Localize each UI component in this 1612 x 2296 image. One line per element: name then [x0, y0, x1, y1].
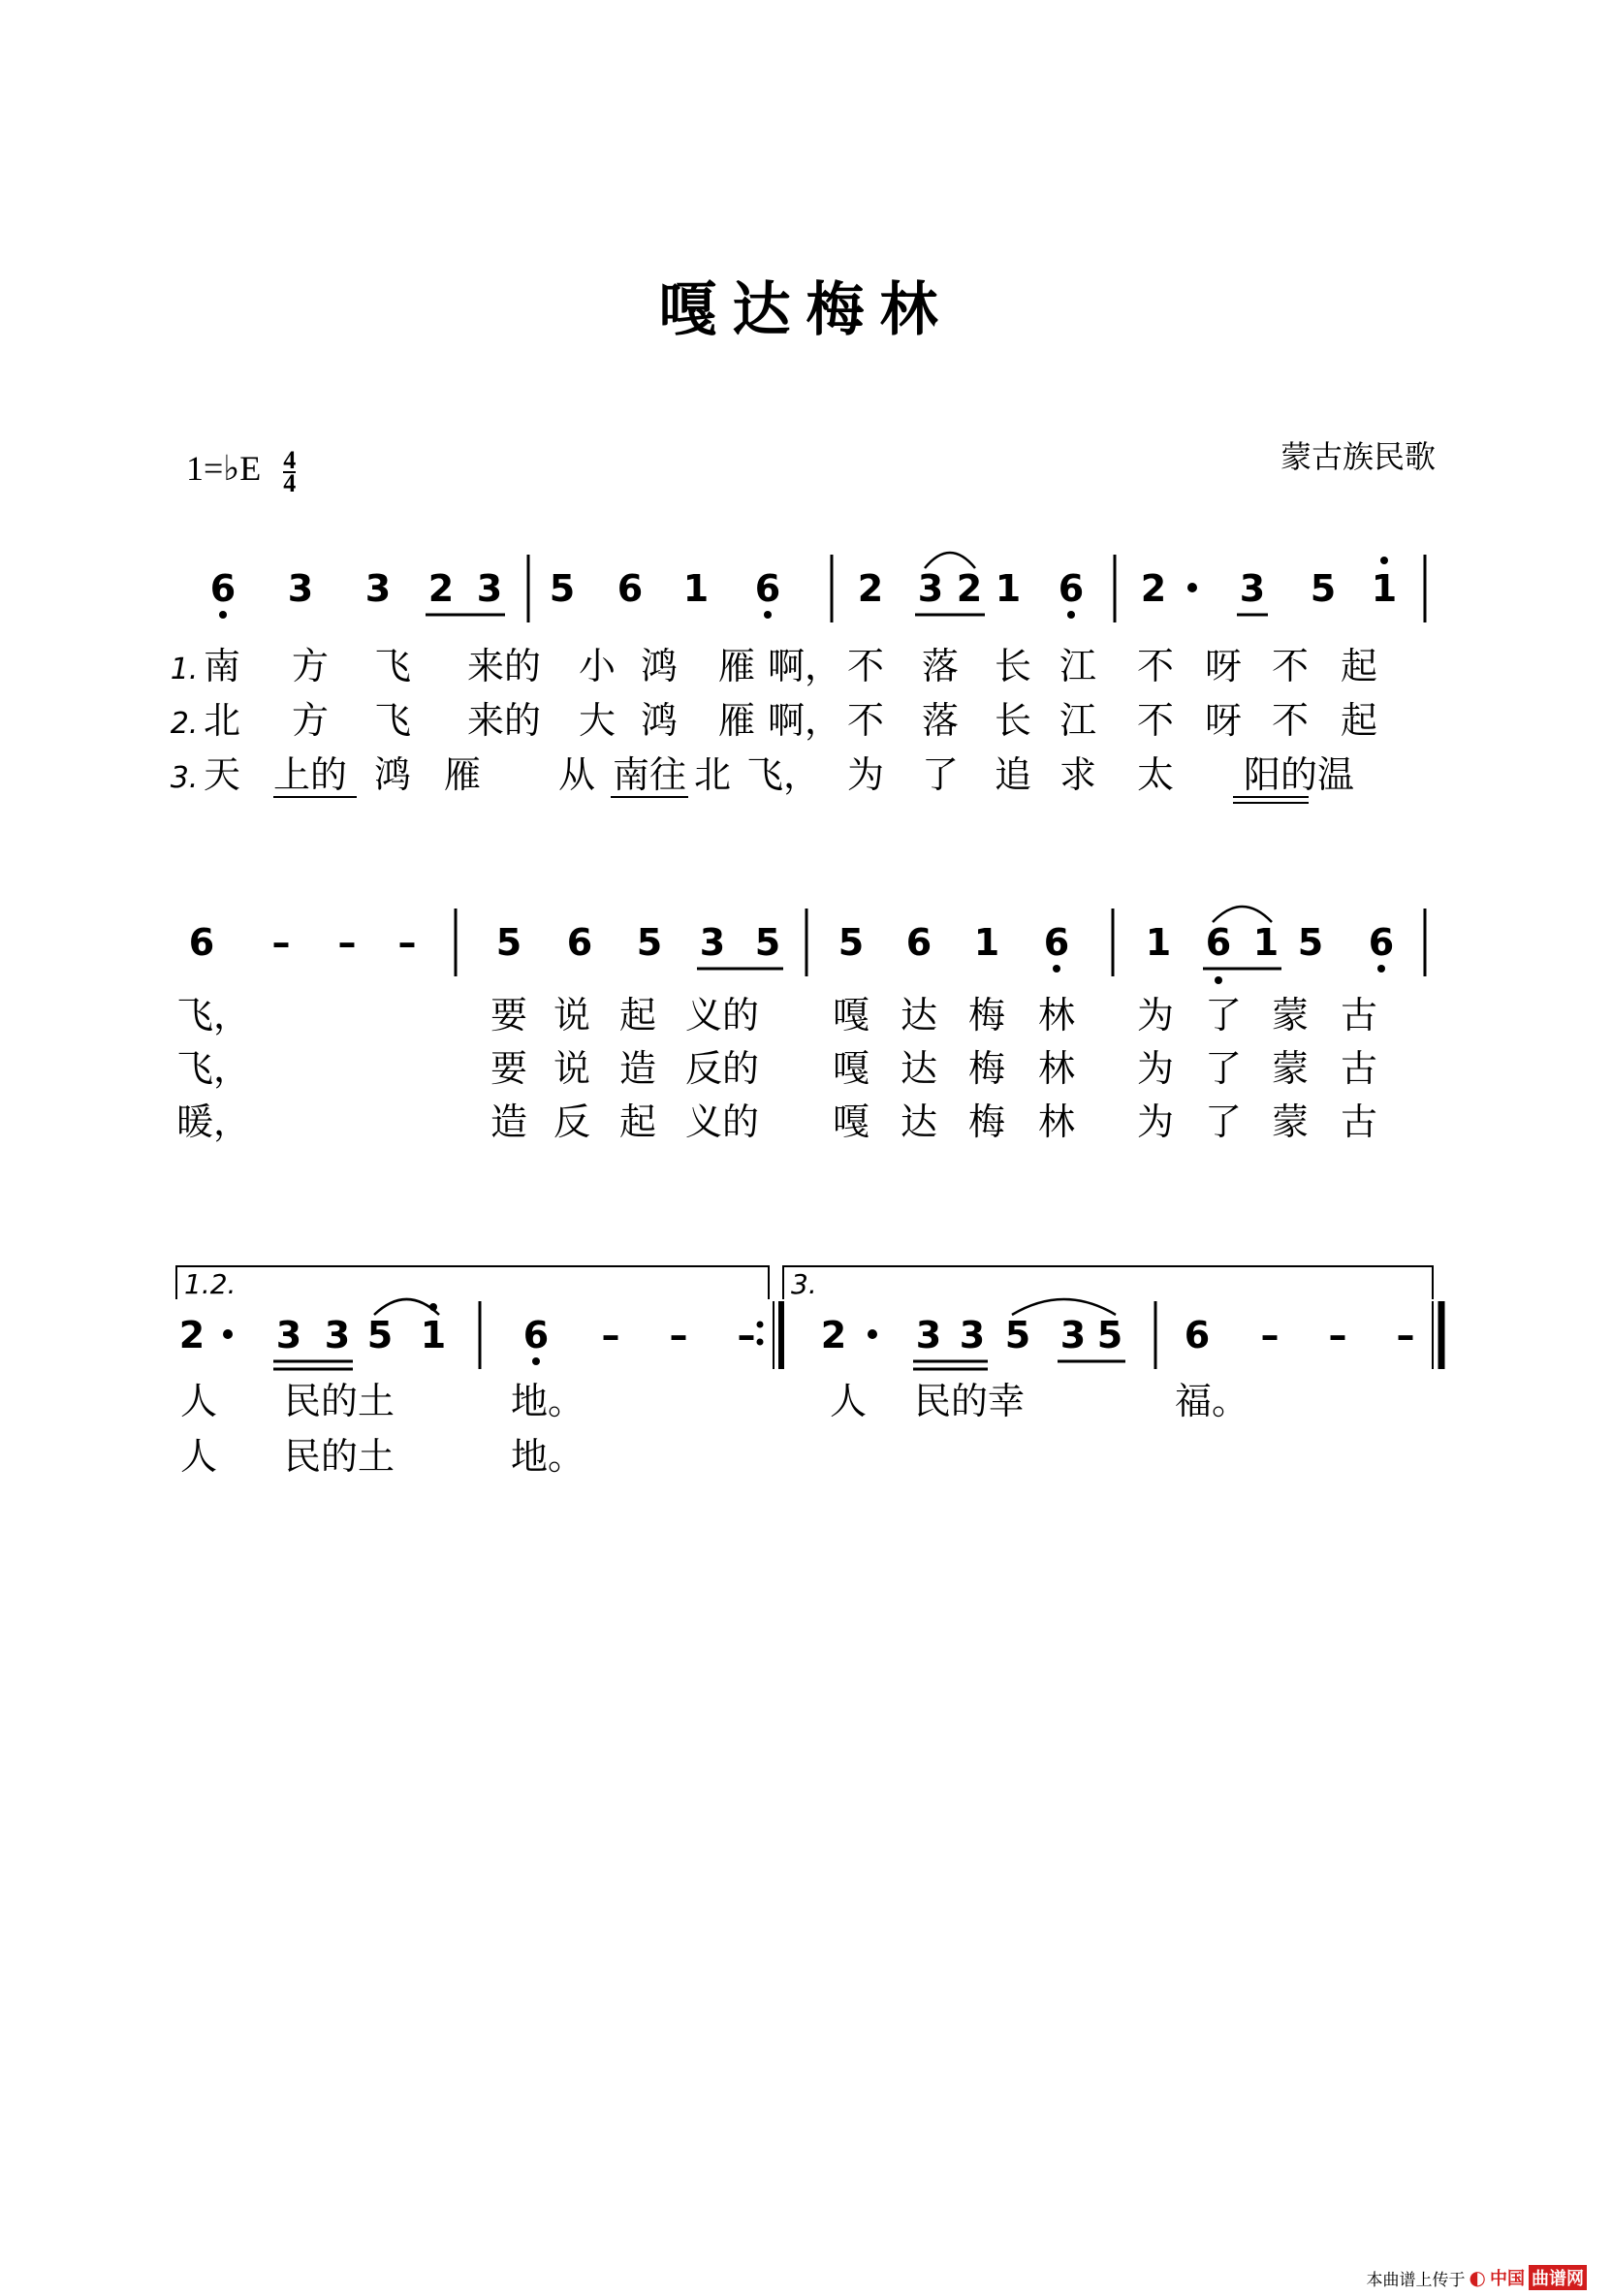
- time-sig-numerator: 4: [283, 445, 297, 474]
- lyric-syllable: 飞: [373, 645, 412, 687]
- augmentation-dot: [868, 1329, 877, 1339]
- note: 1: [973, 921, 1000, 964]
- lyric-syllable: 古: [1340, 1100, 1378, 1143]
- lyric-syllable: 嘎: [832, 1100, 870, 1143]
- low-octave-dot: [1053, 965, 1060, 973]
- note: 6: [905, 921, 932, 964]
- lyric-syllable: 蒙: [1271, 1047, 1310, 1090]
- lyric-syllable: 上的: [272, 753, 348, 796]
- lyric-syllable: 达: [900, 1100, 938, 1143]
- volta-bracket-2: [783, 1266, 1433, 1300]
- note: 6: [566, 921, 593, 964]
- note: 5: [838, 921, 865, 964]
- low-octave-dot: [1067, 611, 1075, 619]
- lyric-syllable: 飞，: [745, 753, 821, 796]
- verse-number: 1.: [170, 653, 199, 686]
- lyric-syllable: 追: [994, 753, 1032, 796]
- dash-note: –: [737, 1314, 756, 1356]
- lyric-syllable: 啊，: [767, 699, 842, 742]
- lyric-syllable: 了: [1204, 1047, 1243, 1090]
- note: 3: [917, 567, 944, 610]
- tie-slur: [1213, 907, 1272, 922]
- note: 1: [1145, 921, 1172, 964]
- note: 6: [1058, 567, 1085, 610]
- note: 5: [1004, 1314, 1031, 1356]
- tie-slur: [1012, 1299, 1116, 1315]
- lyric-syllable: 起: [618, 1100, 657, 1143]
- lyric-syllable: 阳的温: [1243, 753, 1355, 796]
- lyric-syllable: 说: [553, 994, 591, 1036]
- staff-system-2: [176, 907, 1425, 1143]
- dash-note: –: [669, 1314, 688, 1356]
- lyrics-verse-2: [176, 1047, 1377, 1090]
- lyric-syllable: 人: [829, 1380, 868, 1422]
- low-octave-dot: [764, 611, 772, 619]
- note: 2: [956, 567, 983, 610]
- repeat-dot: [757, 1339, 764, 1346]
- lyric-syllable: 啊，: [767, 645, 842, 687]
- note: 2: [1140, 567, 1167, 610]
- lyrics-verse-3: [176, 1100, 1377, 1143]
- note: 3: [699, 921, 726, 964]
- note: 6: [616, 567, 644, 610]
- lyrics-verse-1: [171, 645, 1377, 687]
- lyric-syllable: 达: [900, 994, 938, 1036]
- note: 6: [1205, 921, 1232, 964]
- lyric-syllable: 义的: [684, 994, 760, 1036]
- lyric-syllable: 地。: [510, 1380, 585, 1422]
- lyric-syllable: 飞，: [175, 994, 251, 1036]
- lyric-syllable: 太: [1136, 753, 1175, 796]
- note: 6: [209, 567, 237, 610]
- lyric-syllable: 天: [204, 753, 241, 796]
- lyric-syllable: 鸿: [640, 699, 679, 742]
- lyrics-verse-3: [171, 753, 1354, 803]
- lyric-syllable: 起: [1340, 645, 1378, 687]
- tie-slur: [374, 1299, 439, 1315]
- lyric-syllable: 飞，: [175, 1047, 251, 1090]
- lyric-syllable: 方: [291, 699, 330, 742]
- lyric-syllable: 地。: [510, 1435, 585, 1478]
- footer-prefix: 本曲谱上传于: [1366, 2270, 1466, 2290]
- note: 3: [275, 1314, 302, 1356]
- lyric-syllable: 要: [490, 994, 528, 1036]
- note: 5: [1310, 567, 1337, 610]
- lyric-syllable: 造: [618, 1047, 657, 1090]
- lyric-syllable: 不: [846, 645, 885, 687]
- lyric-syllable: 义的: [684, 1100, 760, 1143]
- lyric-syllable: 雁: [717, 645, 756, 687]
- lyric-syllable: 鸿: [640, 645, 679, 687]
- time-sig-denominator: 4: [283, 468, 297, 497]
- note: 6: [188, 921, 215, 964]
- composer-label: 蒙古族民歌: [1280, 438, 1436, 475]
- note: 3: [324, 1314, 351, 1356]
- lyric-syllable: 长: [994, 699, 1032, 742]
- lyric-syllable: 民的土: [283, 1380, 395, 1422]
- lyric-syllable: 江: [1059, 645, 1097, 687]
- low-octave-dot: [1377, 965, 1385, 973]
- lyric-syllable: 林: [1037, 994, 1076, 1036]
- lyric-syllable: 雁: [443, 753, 482, 796]
- footer-brand-a: 中国: [1490, 2269, 1525, 2289]
- lyric-syllable: 长: [994, 645, 1032, 687]
- lyric-syllable: 造: [490, 1100, 528, 1143]
- lyric-syllable: 福。: [1174, 1380, 1249, 1422]
- footer-credit: [1367, 2265, 1587, 2290]
- lyric-syllable: 为: [1136, 1100, 1175, 1143]
- lyric-syllable: 要: [490, 1047, 528, 1090]
- note: 1: [995, 567, 1022, 610]
- note: 1: [420, 1314, 447, 1356]
- lyric-syllable: 了: [1204, 1100, 1243, 1143]
- dash-note: –: [1328, 1314, 1347, 1356]
- lyric-syllable: 了: [921, 753, 960, 796]
- augmentation-dot: [1187, 583, 1197, 592]
- note: 2: [427, 567, 455, 610]
- staff-system-3: [176, 1266, 1441, 1478]
- note: 1: [1371, 567, 1398, 610]
- low-octave-dot: [1215, 976, 1222, 984]
- lyric-syllable: 起: [1340, 699, 1378, 742]
- lyric-syllable: 呀: [1204, 699, 1243, 742]
- note: 3: [364, 567, 392, 610]
- lyric-syllable: 落: [921, 645, 960, 687]
- lyric-syllable: 江: [1059, 699, 1097, 742]
- low-octave-dot: [219, 611, 227, 619]
- lyrics-verse-1: [176, 994, 1377, 1036]
- note: 6: [522, 1314, 550, 1356]
- note: 5: [366, 1314, 394, 1356]
- lyric-syllable: 落: [921, 699, 960, 742]
- lyric-syllable: 鸿: [373, 753, 412, 796]
- lyric-syllable: 起: [618, 994, 657, 1036]
- note: 1: [682, 567, 710, 610]
- lyric-syllable: 为: [1136, 994, 1175, 1036]
- dash-note: –: [397, 921, 417, 964]
- site-logo-icon: ◐: [1469, 2266, 1486, 2289]
- lyric-syllable: 方: [291, 645, 330, 687]
- footer-brand-b: 曲谱网: [1529, 2265, 1587, 2290]
- note: 2: [178, 1314, 205, 1356]
- note: 3: [915, 1314, 942, 1356]
- staff-system-1: [171, 553, 1425, 803]
- lyric-syllable: 北: [204, 699, 241, 742]
- note: 2: [820, 1314, 847, 1356]
- lyric-syllable: 反: [553, 1100, 591, 1143]
- lyric-syllable: 蒙: [1271, 1100, 1310, 1143]
- lyric-syllable: 来的: [466, 699, 542, 742]
- lyric-syllable: 人: [179, 1380, 218, 1422]
- lyric-syllable: 了: [1204, 994, 1243, 1036]
- note: 3: [959, 1314, 986, 1356]
- lyric-syllable: 不: [1136, 699, 1175, 742]
- high-octave-dot: [1380, 557, 1388, 564]
- lyric-syllable: 反的: [684, 1047, 760, 1090]
- note: 6: [1184, 1314, 1211, 1356]
- lyric-syllable: 古: [1340, 994, 1378, 1036]
- lyric-syllable: 梅: [967, 1047, 1006, 1090]
- note: 3: [476, 567, 503, 610]
- lyric-syllable: 飞: [373, 699, 412, 742]
- lyric-syllable: 说: [553, 1047, 591, 1090]
- lyric-syllable: 人: [179, 1435, 218, 1478]
- lyric-syllable: 雁: [717, 699, 756, 742]
- note: 3: [287, 567, 314, 610]
- lyrics-verse-2: [171, 699, 1377, 742]
- dash-note: –: [271, 921, 291, 964]
- lyric-syllable: 民的土: [283, 1435, 395, 1478]
- note: 1: [1252, 921, 1280, 964]
- lyric-syllable: 古: [1340, 1047, 1378, 1090]
- lyric-syllable: 为: [846, 753, 885, 796]
- lyric-syllable: 不: [846, 699, 885, 742]
- note: 3: [1239, 567, 1266, 610]
- note: 2: [857, 567, 884, 610]
- note: 6: [754, 567, 781, 610]
- lyric-syllable: 南: [204, 645, 241, 687]
- low-octave-dot: [532, 1357, 540, 1365]
- lyric-syllable: 梅: [967, 1100, 1006, 1143]
- lyric-syllable: 求: [1059, 753, 1097, 796]
- dash-note: –: [1396, 1314, 1415, 1356]
- augmentation-dot: [223, 1329, 233, 1339]
- volta-label: 1.2.: [184, 1268, 237, 1300]
- note: 5: [636, 921, 663, 964]
- lyric-syllable: 林: [1037, 1100, 1076, 1143]
- note: 5: [1096, 1314, 1123, 1356]
- lyric-syllable: 蒙: [1271, 994, 1310, 1036]
- note: 3: [1059, 1314, 1087, 1356]
- note: 6: [1368, 921, 1395, 964]
- note: 5: [549, 567, 576, 610]
- lyric-syllable: 不: [1136, 645, 1175, 687]
- note: 5: [754, 921, 781, 964]
- note: 6: [1043, 921, 1070, 964]
- verse-number: 2.: [170, 707, 199, 741]
- lyric-syllable: 梅: [967, 994, 1006, 1036]
- tie-slur: [925, 553, 975, 568]
- lyric-syllable: 暖，: [175, 1100, 251, 1143]
- lyric-syllable: 不: [1271, 699, 1310, 742]
- dash-note: –: [337, 921, 357, 964]
- dash-note: –: [601, 1314, 620, 1356]
- lyric-syllable: 为: [1136, 1047, 1175, 1090]
- note: 5: [495, 921, 522, 964]
- volta-label: 3.: [791, 1268, 817, 1300]
- volta-bracket-1: [176, 1266, 769, 1300]
- dash-note: –: [1260, 1314, 1280, 1356]
- lyric-syllable: 达: [900, 1047, 938, 1090]
- key-text: 1=♭E: [186, 449, 262, 488]
- lyric-syllable: 嘎: [832, 994, 870, 1036]
- lyric-syllable: 林: [1037, 1047, 1076, 1090]
- lyric-syllable: 从: [557, 753, 596, 796]
- lyric-syllable: 来的: [466, 645, 542, 687]
- lyrics-verse-2: [180, 1435, 585, 1478]
- note: 5: [1297, 921, 1324, 964]
- song-title: 嘎达梅林: [658, 276, 954, 344]
- lyric-syllable: 北: [693, 753, 732, 796]
- lyrics-verse-1: [180, 1380, 1249, 1422]
- volta-line: [783, 1266, 1433, 1299]
- repeat-dot: [757, 1322, 764, 1328]
- lyric-syllable: 小: [578, 645, 616, 687]
- lyric-syllable: 嘎: [832, 1047, 870, 1090]
- verse-number: 3.: [170, 761, 199, 795]
- lyric-syllable: 呀: [1204, 645, 1243, 687]
- lyric-syllable: 南往: [612, 753, 687, 796]
- lyric-syllable: 民的幸: [913, 1380, 1026, 1422]
- lyric-syllable: 不: [1271, 645, 1310, 687]
- lyric-syllable: 大: [578, 699, 616, 742]
- volta-line: [176, 1266, 769, 1299]
